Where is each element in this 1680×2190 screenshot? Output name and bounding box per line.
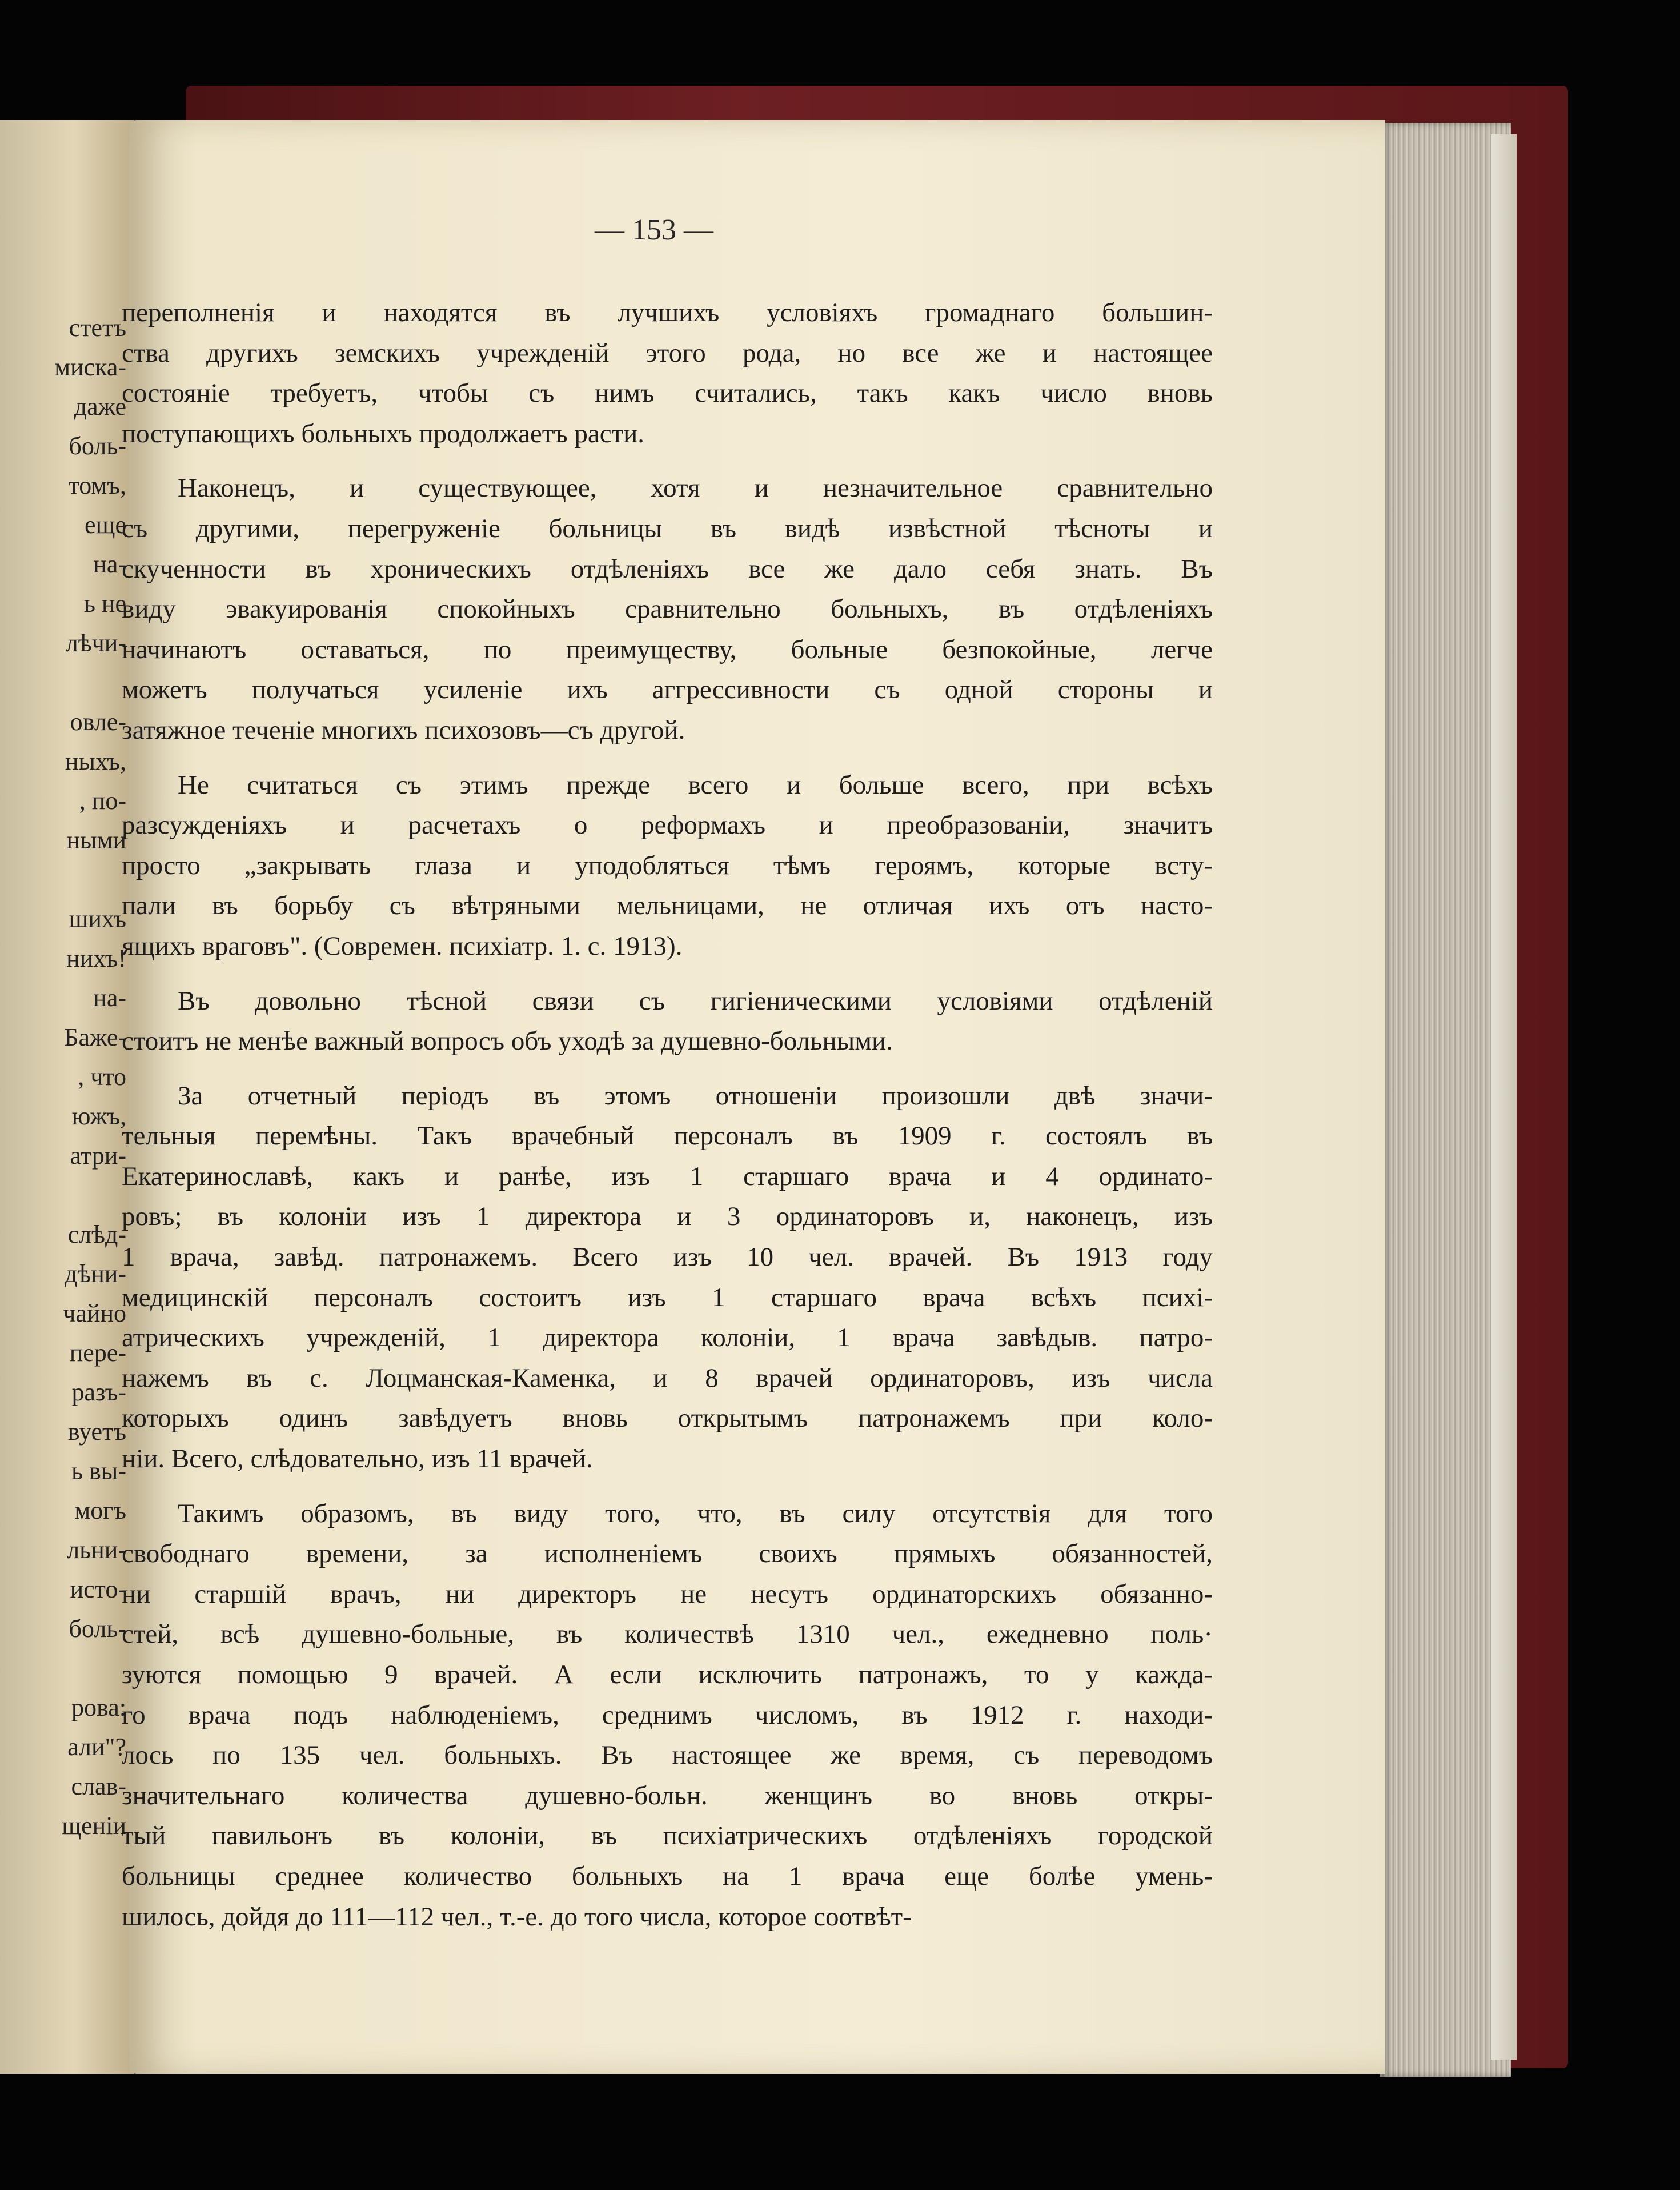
text-line: поступающихъ больныхъ продолжаетъ расти. [122, 418, 645, 449]
text-line: Екатеринославѣ, какъ и ранѣе, изъ 1 старшаго врача и 4 ординато- [122, 1161, 1213, 1191]
text-line: Наконецъ, и существующее, хотя и незначительное сравнительно [178, 473, 1213, 503]
text-line: тельныя перемѣны. Такъ врачебный персоналъ въ 1909 г. состоялъ въ [122, 1121, 1213, 1151]
opposite-page-text [0, 120, 134, 2074]
opposite-page-fragment: ныхъ, [65, 747, 126, 775]
text-line: Не считаться съ этимъ прежде всего и больше всего, при всѣхъ [178, 770, 1213, 800]
opposite-page-fragment: боль- [69, 432, 126, 460]
opposite-page-fragment: ными [66, 826, 126, 854]
opposite-page-fragment: томъ, [68, 471, 126, 499]
opposite-page-fragment: вуетъ [67, 1418, 126, 1446]
text-line: больницы среднее количество больныхъ на 1 врача еще болѣе умень- [122, 1861, 1213, 1891]
opposite-page-fragment: лѣчи- [65, 629, 126, 657]
text-line: свободнаго времени, за исполненіемъ своихъ прямыхъ обязанностей, [122, 1539, 1213, 1569]
opposite-page-fragment: щеніи [62, 1812, 126, 1840]
paragraph [122, 1076, 1213, 1479]
text-line: ящихъ враговъ". (Современ. психіатр. 1. с. 1913). [122, 931, 683, 961]
text-line: го врача подъ наблюденіемъ, среднимъ числомъ, въ 1912 г. находи- [122, 1700, 1213, 1730]
opposite-page-fragment: чайно [63, 1299, 126, 1327]
opposite-page-fragment: южъ, [71, 1102, 126, 1130]
opposite-page [0, 120, 134, 2074]
text-line: стей, всѣ душевно-больные, въ количествѣ 1310 чел., ежедневно поль· [122, 1619, 1213, 1649]
text-line: переполненія и находятся въ лучшихъ условіяхъ громаднаго большин- [122, 298, 1213, 327]
text-line: значительнаго количества душевно-больн. женщинъ во вновь откры- [122, 1780, 1213, 1811]
text-line: виду эвакуированія спокойныхъ сравнительно больныхъ, въ отдѣленіяхъ [122, 594, 1213, 624]
opposite-page-fragment: на- [93, 984, 126, 1012]
paragraph [122, 981, 1213, 1062]
text-line: которыхъ одинъ завѣдуетъ вновь открытымъ патронажемъ при коло- [122, 1403, 1213, 1434]
opposite-page-fragment: пере- [69, 1339, 126, 1367]
opposite-page-fragment: ь вы- [71, 1457, 126, 1485]
opposite-page-fragment: разъ- [71, 1378, 126, 1406]
text-line: шилось, дойдя до 111—112 чел., т.-е. до того числа, которое соотвѣт- [122, 1901, 912, 1932]
paragraph [122, 1494, 1213, 1937]
page-edges-outer [1491, 134, 1517, 2060]
opposite-page-fragment: , что [78, 1063, 126, 1091]
opposite-page-fragment: , по- [79, 787, 126, 815]
text-line: 1 врача, завѣд. патронажемъ. Всего изъ 10 чел. врачей. Въ 1913 году [122, 1242, 1213, 1272]
page-number: — 153 — [595, 214, 713, 246]
paragraph [122, 765, 1213, 967]
paragraph [122, 468, 1213, 750]
opposite-page-fragment: слѣд- [67, 1220, 126, 1248]
text-line: медицинскій персоналъ состоитъ изъ 1 старшаго врача всѣхъ психі- [122, 1282, 1213, 1312]
opposite-page-fragment: дѣни- [64, 1260, 126, 1288]
text-line: съ другими, перегруженіе больницы въ видѣ извѣстной тѣсноты и [122, 513, 1213, 543]
text-line: нажемъ въ с. Лоцманская-Каменка, и 8 врачей ординаторовъ, изъ числа [122, 1363, 1213, 1393]
opposite-page-fragment: нихъ! [66, 944, 126, 972]
text-line: просто „закрывать глаза и уподобляться тѣмъ героямъ, которые всту- [122, 850, 1213, 880]
opposite-page-fragment: боль- [69, 1615, 126, 1643]
opposite-page-fragment: миска- [54, 353, 126, 381]
text-line: стоитъ не менѣе важный вопросъ объ уходѣ за душевно-больными. [122, 1026, 893, 1056]
opposite-page-fragment: слав- [71, 1772, 126, 1800]
opposite-page-fragment: исто- [70, 1575, 126, 1603]
text-line: За отчетный періодъ въ этомъ отношеніи произошли двѣ значи- [178, 1080, 1213, 1111]
opposite-page-fragment: Баже- [64, 1023, 126, 1051]
opposite-page-fragment: рова: [71, 1693, 126, 1721]
opposite-page-fragment: али"? [67, 1733, 126, 1761]
opposite-page-fragment: атри- [70, 1142, 126, 1170]
page-body-text [122, 293, 1213, 1937]
text-line: ни старшій врачъ, ни директоръ не несутъ ординаторскихъ обязанно- [122, 1579, 1213, 1609]
text-line: ства другихъ земскихъ учрежденій этого рода, но все же и настоящее [122, 338, 1213, 368]
opposite-page-fragment: еще [85, 511, 126, 539]
text-line: ровъ; въ колоніи изъ 1 директора и 3 ординаторовъ и, наконецъ, изъ [122, 1202, 1213, 1232]
opposite-page-fragment: шихъ [69, 905, 126, 933]
text-line: атрическихъ учрежденій, 1 директора колоніи, 1 врача завѣдыв. патро- [122, 1323, 1213, 1353]
opposite-page-fragment: на- [93, 550, 126, 578]
text-line: можетъ получаться усиленіе ихъ аггрессивности съ одной стороны и [122, 675, 1213, 705]
opposite-page-fragment: даже [74, 393, 126, 421]
text-line: пали въ борьбу съ вѣтряными мельницами, не отличая ихъ отъ насто- [122, 891, 1213, 921]
text-line: начинаютъ оставаться, по преимуществу, больные безпокойные, легче [122, 634, 1213, 664]
opposite-page-fragment: льни- [67, 1536, 126, 1564]
text-line: затяжное теченіе многихъ психозовъ—съ другой. [122, 715, 685, 745]
text-line: состояніе требуетъ, чтобы съ нимъ считались, такъ какъ число вновь [122, 378, 1213, 409]
text-line: зуются помощью 9 врачей. А если исключить патронажъ, то у кажда- [122, 1660, 1213, 1689]
text-line: ніи. Всего, слѣдовательно, изъ 11 врачей. [122, 1444, 593, 1474]
opposite-page-fragment: могъ [74, 1496, 126, 1524]
text-line: скученности въ хроническихъ отдѣленіяхъ все же дало себя знать. Въ [122, 554, 1213, 584]
text-line: Такимъ образомъ, въ виду того, что, въ силу отсутствія для того [178, 1498, 1213, 1528]
text-line: лось по 135 чел. больныхъ. Въ настоящее же время, съ переводомъ [122, 1740, 1213, 1771]
text-line: Въ довольно тѣсной связи съ гигіеническими условіями отдѣленій [178, 986, 1213, 1016]
text-line: разсужденіяхъ и расчетахъ о реформахъ и преобразованіи, значитъ [122, 810, 1213, 840]
text-line: тый павильонъ въ колоніи, въ психіатрическихъ отдѣленіяхъ городской [122, 1821, 1213, 1851]
paragraph [122, 293, 1213, 454]
opposite-page-fragment: овле- [70, 708, 126, 736]
opposite-page-fragment: ь не [83, 590, 126, 618]
opposite-page-fragment: стетъ [69, 314, 126, 342]
